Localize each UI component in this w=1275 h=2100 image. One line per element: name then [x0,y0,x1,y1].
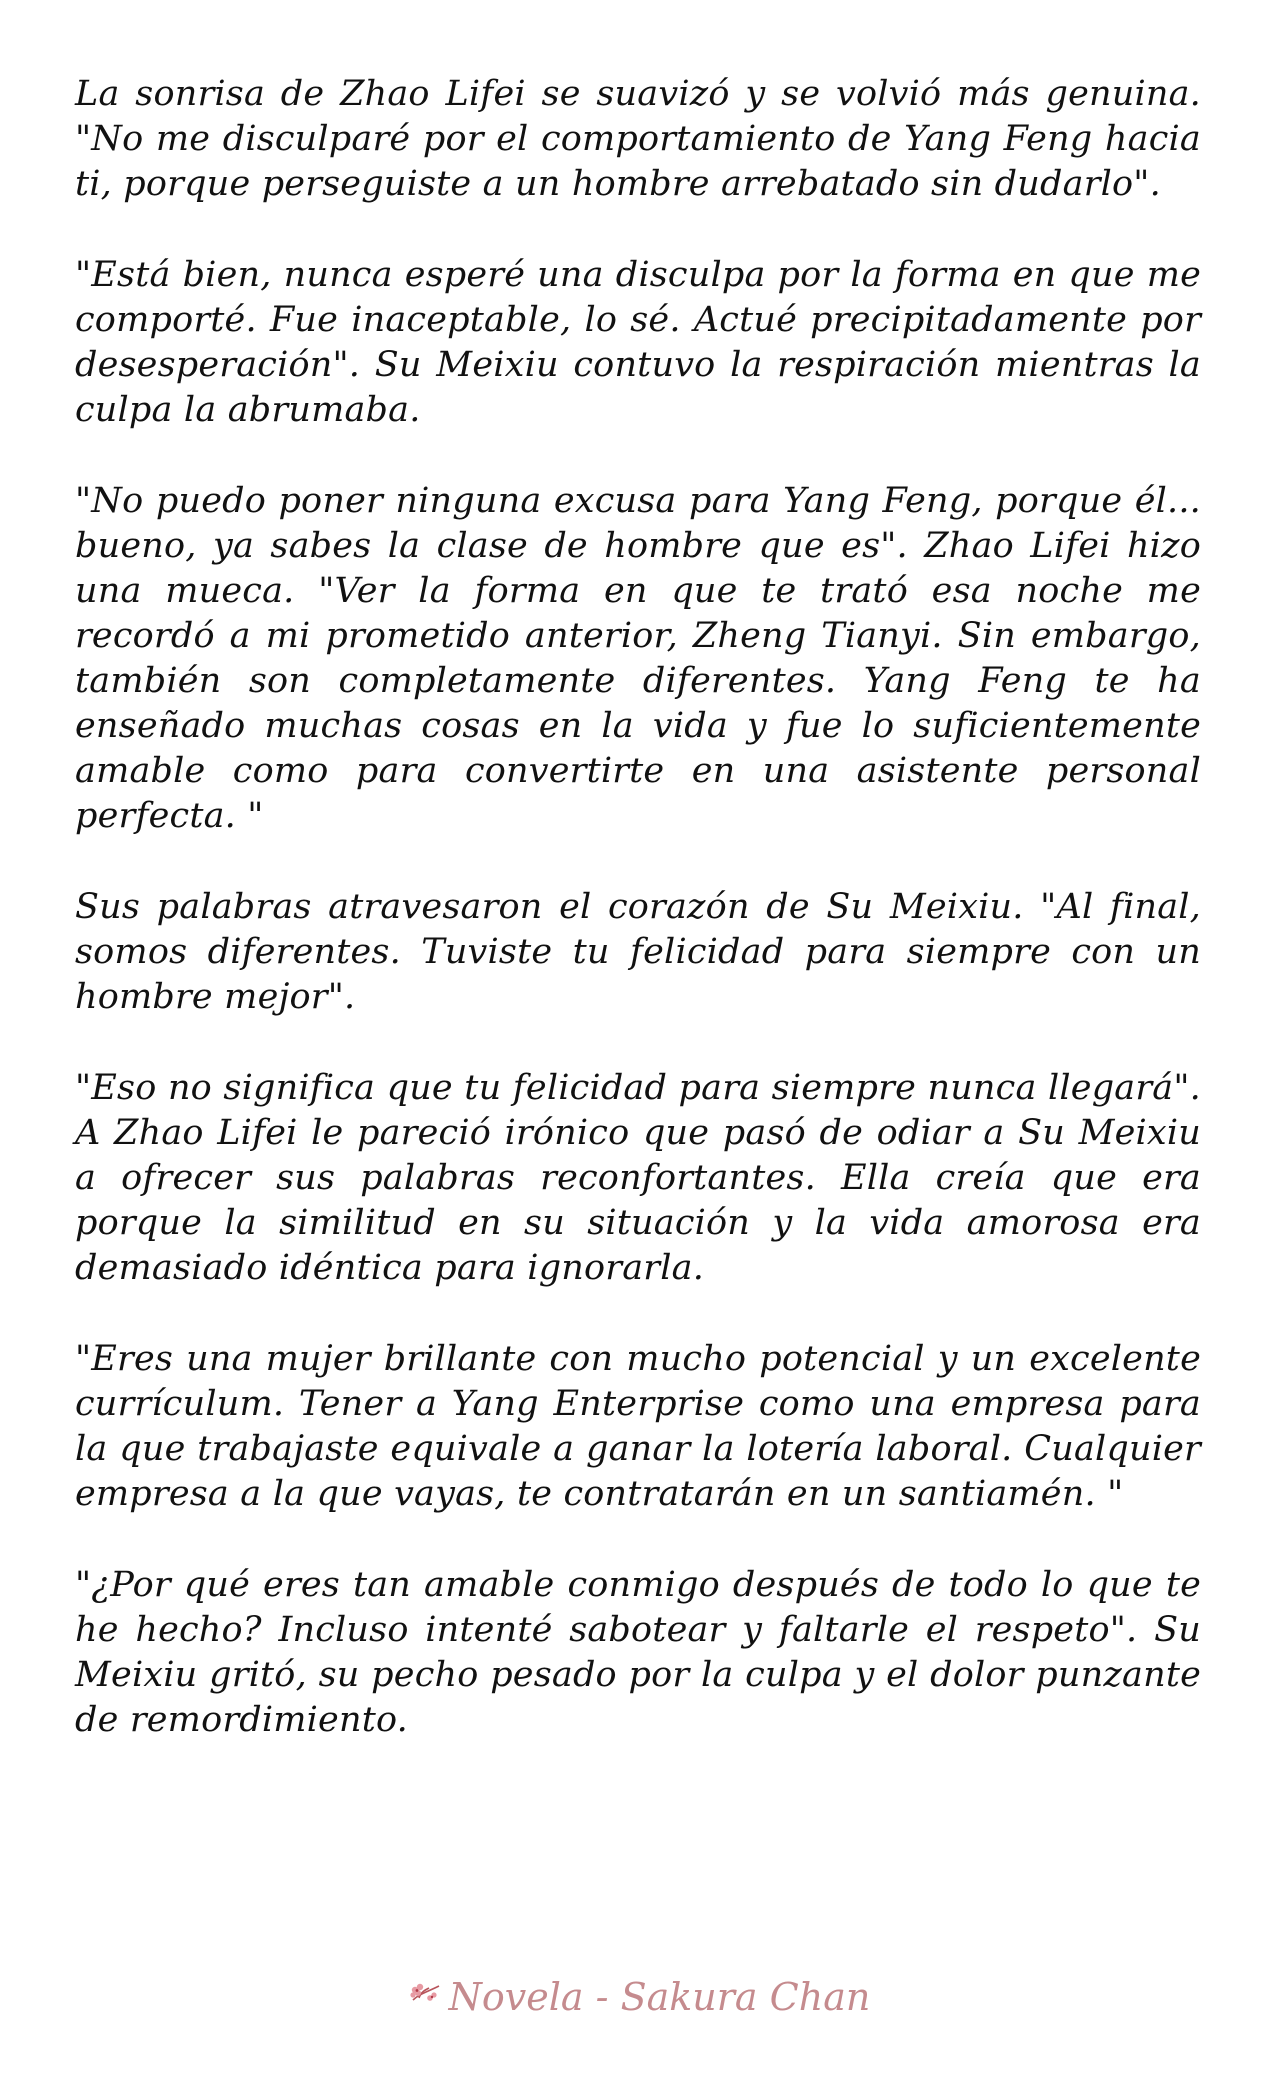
paragraph: "No puedo poner ninguna excusa para Yang Feng, porque él... bueno, ya sabes la clase de hombre que es". Zhao Lifei hizo una mueca. "Ver la forma en que te trató esa noche me recordó a mi prometido anterior, Zheng Tianyi. Sin embargo, también son completamente diferentes. Yang Feng te ha enseñado muchas cosas en la vida y fue lo suficientemente amable como para convertirte en una asistente personal perfecta. " [75,481,1201,836]
paragraph: "Eso no significa que tu felicidad para siempre nunca llegará". A Zhao Lifei le pareció irónico que pasó de odiar a Su Meixiu a ofrecer sus palabras reconfortantes. Ella creía que era porque la similitud en su situación y la vida amorosa era demasiado idéntica para ignorarla. [75,1068,1201,1288]
story-text [75,72,1201,1789]
paragraph: "Está bien, nunca esperé una disculpa por la forma en que me comporté. Fue inaceptable, lo sé. Actué precipitadamente por desesperación". Su Meixiu contuvo la respiración mientras la culpa la abrumaba. [75,255,1201,430]
paragraph: "¿Por qué eres tan amable conmigo después de todo lo que te he hecho? Incluso intenté sabotear y faltarle el respeto". Su Meixiu gritó, su pecho pesado por la culpa y el dolor punzante de remordimiento. [75,1565,1201,1740]
watermark-text: Novela - Sakura Chan [448,1975,871,2019]
watermark [0,1975,1275,2019]
paragraph: "Eres una mujer brillante con mucho potencial y un excelente currículum. Tener a Yang Enterprise como una empresa para la que trabajaste equivale a ganar la lotería laboral. Cualquier empresa a la que vayas, te contratarán en un santiamén. " [75,1339,1201,1514]
paragraph: Sus palabras atravesaron el corazón de Su Meixiu. "Al final, somos diferentes. Tuviste tu felicidad para siempre con un hombre mejor". [75,887,1201,1017]
sakura-flower-icon [405,1977,445,2011]
paragraph: La sonrisa de Zhao Lifei se suavizó y se volvió más genuina. "No me disculparé por el comportamiento de Yang Feng hacia ti, porque perseguiste a un hombre arrebatado sin dudarlo". [75,74,1201,204]
